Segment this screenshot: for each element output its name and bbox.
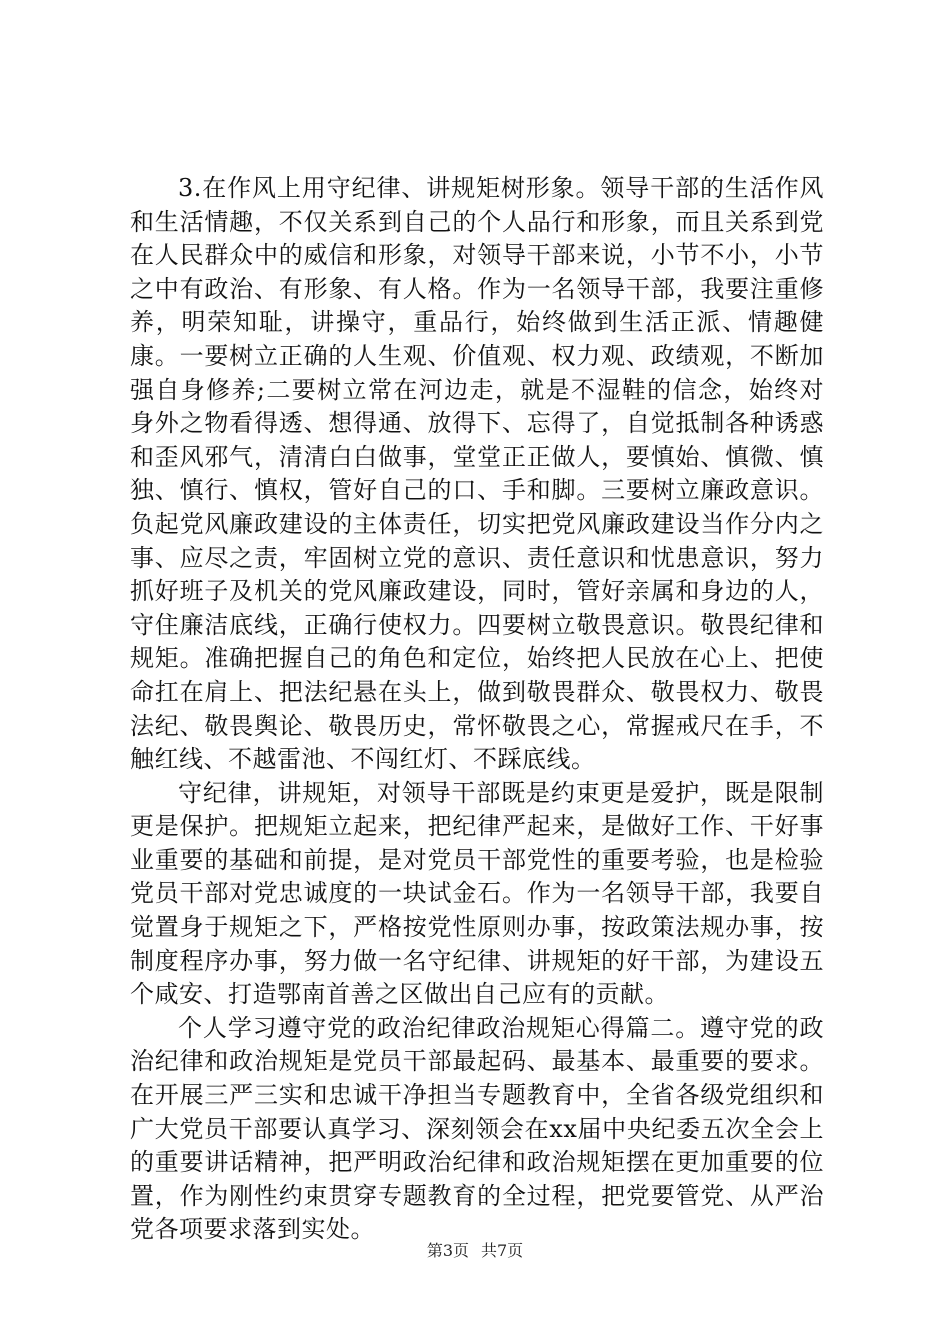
paragraph-1: 3.在作风上用守纪律、讲规矩树形象。领导干部的生活作风和生活情趣，不仅关系到自己的个人品行和形象，而且关系到党在人民群众中的威信和形象，对领导干部来说，小节不小，小节之中有政治、有形象、有人格。作为一名领导干部，我要注重修养，明荣知耻，讲操守，重品行，始终做到生活正派、情趣健康。一要树立正确的人生观、价值观、权力观、政绩观，不断加强自身修养;二要树立常在河边走，就是不湿鞋的信念，始终对身外之物看得透、想得通、放得下、忘得了，自觉抵制各种诱惑和歪风邪气，清清白白做事，堂堂正正做人，要慎始、慎微、慎独、慎行、慎权，管好自己的口、手和脚。三要树立廉政意识。负起党风廉政建设的主体责任，切实把党风廉政建设当作分内之事、应尽之责，牢固树立党的意识、责任意识和忧患意识，努力抓好班子及机关的党风廉政建设，同时，管好亲属和身边的人，守住廉洁底线，正确行使权力。四要树立敬畏意识。敬畏纪律和规矩。准确把握自己的角色和定位，始终把人民放在心上、把使命扛在肩上、把法纪悬在头上，做到敬畏群众、敬畏权力、敬畏法纪、敬畏舆论、敬畏历史，常怀敬畏之心，常握戒尺在手，不触红线、不越雷池、不闯红灯、不踩底线。 [130,174,824,774]
page-number-current: 第3页 [426,1241,469,1260]
page-footer [0,1241,950,1261]
document-body [130,172,824,1247]
paragraph-3: 个人学习遵守党的政治纪律政治规矩心得篇二。遵守党的政治纪律和政治规矩是党员干部最起码、最基本、最重要的要求。在开展三严三实和忠诚干净担当专题教育中，全省各级党组织和广大党员干部要认真学习、深刻领会在xx届中央纪委五次全会上的重要讲话精神，把严明政治纪律和政治规矩摆在更加重要的位置，作为刚性约束贯穿专题教育的全过程，把党要管党、从严治党各项要求落到实处。 [130,1013,824,1244]
page-number-total: 共7页 [481,1241,524,1260]
paragraph-2: 守纪律，讲规矩，对领导干部既是约束更是爱护，既是限制更是保护。把规矩立起来，把纪律严起来，是做好工作、干好事业重要的基础和前提，是对党员干部党性的重要考验，也是检验党员干部对党忠诚度的一块试金石。作为一名领导干部，我要自觉置身于规矩之下，严格按党性原则办事，按政策法规办事，按制度程序办事，努力做一名守纪律、讲规矩的好干部，为建设五个咸安、打造鄂南首善之区做出自己应有的贡献。 [130,778,824,1009]
